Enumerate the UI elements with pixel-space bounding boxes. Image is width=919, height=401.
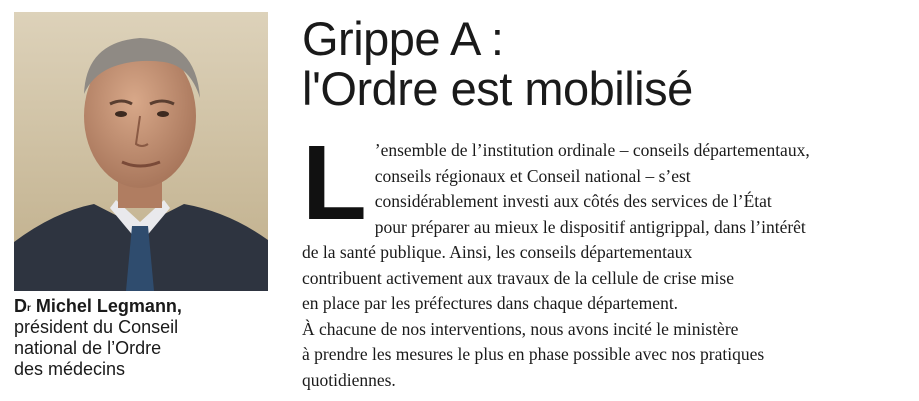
body-line: ’ensemble de l’institution ordinale – conseils départementaux, (374, 140, 810, 160)
person-name: $D^r$ Michel Legmann, (14, 296, 182, 316)
drop-cap: L (302, 124, 367, 242)
portrait-icon (14, 12, 268, 291)
body-line: À chacune de nos interventions, nous avons incité le ministère (302, 318, 739, 339)
portrait-photo (14, 12, 268, 291)
photo-caption (14, 296, 274, 380)
body-line: quotidiennes. (302, 369, 396, 390)
article-headline (302, 14, 902, 114)
person-role-line: président du Conseil (14, 317, 179, 337)
body-line: à prendre les mesures le plus en phase possible avec nos pratiques (302, 344, 765, 364)
body-line: contribuent activement aux travaux de la cellule de crise mise (302, 267, 734, 288)
body-line: en place par les préfectures dans chaque département. (302, 293, 679, 313)
body-line: considérablement investi aux côtés des services de l’État (374, 191, 772, 211)
headline-line: l'Ordre est mobilisé (302, 62, 693, 115)
article-body (302, 124, 902, 393)
body-line: pour préparer au mieux le dispositif antigrippal, dans l’intérêt (374, 216, 806, 237)
person-role-line: des médecins (14, 359, 126, 379)
body-line: de la santé publique. Ainsi, les conseils départementaux (302, 242, 693, 262)
body-line: conseils régionaux et Conseil national – s’est (374, 165, 691, 186)
person-role-line: national de l’Ordre (14, 338, 162, 358)
headline-line: Grippe A : (302, 12, 504, 65)
